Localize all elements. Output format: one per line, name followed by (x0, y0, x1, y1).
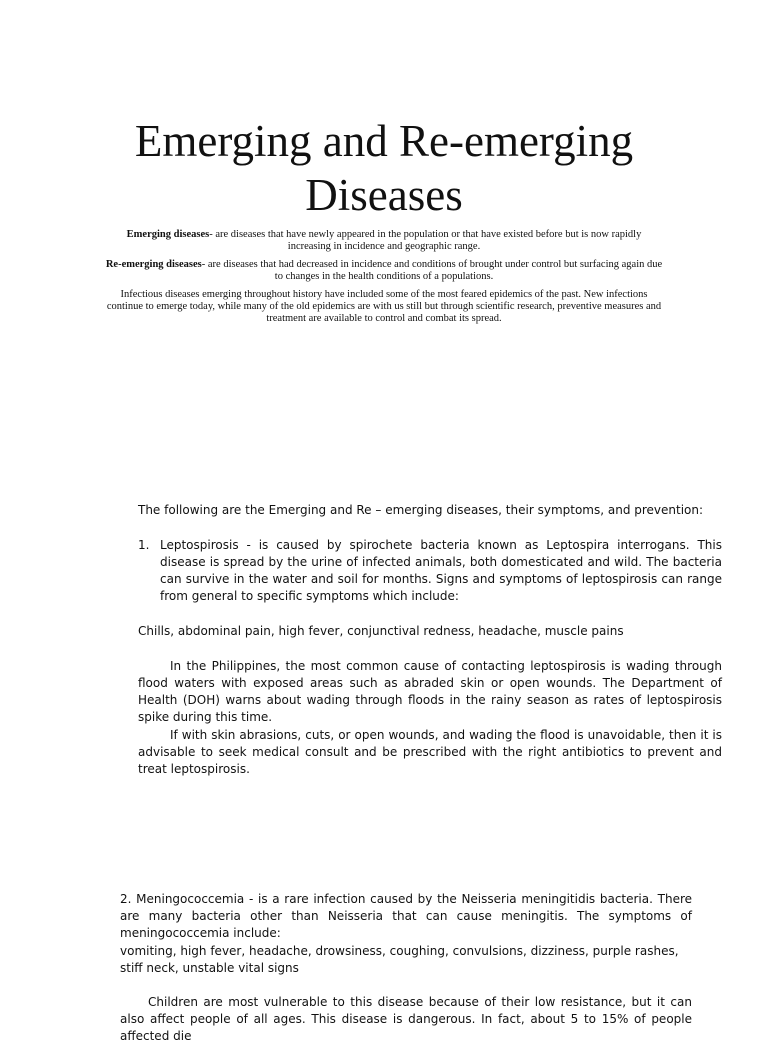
list-item-leptospirosis (138, 537, 722, 605)
reemerging-text: - are diseases that had decreased in incidence and conditions of brought under control but surfacing again due to changes in the health conditions of a populations. (201, 259, 663, 282)
list-number: 1. (138, 538, 150, 552)
document-title (0, 114, 768, 222)
reemerging-definition (104, 259, 664, 283)
emerging-term: Emerging diseases (126, 229, 210, 240)
list-item-meningococcemia: 2. Meningococcemia - is a rare infection caused by the Neisseria meningitidis bacteria. There are many bacteria other than Neisseria that can cause meningitis. The symptoms of meningococcemia include: (120, 892, 692, 940)
title-line-1: Emerging and Re-emerging (134, 116, 634, 166)
title-line-2: Diseases (305, 170, 463, 220)
leptospirosis-philippines-paragraph: In the Philippines, the most common cause of contacting leptospirosis is wading through flood waters with exposed areas such as abraded skin or open wounds. The Department of Health (DOH) warns about wading through floods in the rainy season as rates of leptospirosis spike during this time. (138, 659, 722, 724)
reemerging-term: Re-emerging diseases (105, 259, 202, 270)
infectious-paragraph: Infectious diseases emerging throughout history have included some of the most feared epidemics of the past. New infections continue to emerge today, while many of the old epidemics are with us still but through scientific research, preventive measures and treatment are available to control and combat its spread. (106, 289, 662, 324)
emerging-text: - are diseases that have newly appeared in the population or that have existed before but is now rapidly increasing in incidence and geographic range. (209, 229, 642, 252)
emerging-definition (104, 229, 664, 253)
leptospirosis-advice-paragraph: If with skin abrasions, cuts, or open wounds, and wading the flood is unavoidable, then it is advisable to seek medical consult and be prescribed with the right antibiotics to prevent and treat leptospirosis. (138, 728, 722, 776)
leptospirosis-symptoms: Chills, abdominal pain, high fever, conjunctival redness, headache, muscle pains (138, 624, 624, 638)
meningococcemia-children-paragraph: Children are most vulnerable to this disease because of their low resistance, but it can also affect people of all ages. This disease is dangerous. In fact, about 5 to 15% of people affected die (120, 995, 692, 1043)
list-item-text: Leptospirosis - is caused by spirochete bacteria known as Leptospira interrogans. This disease is spread by the urine of infected animals, both domesticated and wild. The bacteria can survive in the water and soil for months. Signs and symptoms of leptospirosis can range from general to specific symptoms which include: (160, 538, 722, 603)
definitions-block (104, 229, 664, 331)
intro-sentence: The following are the Emerging and Re – emerging diseases, their symptoms, and prevention: (138, 503, 704, 517)
meningococcemia-symptoms: vomiting, high fever, headache, drowsiness, coughing, convulsions, dizziness, purple rashes, stiff neck, unstable vital signs (120, 944, 679, 975)
